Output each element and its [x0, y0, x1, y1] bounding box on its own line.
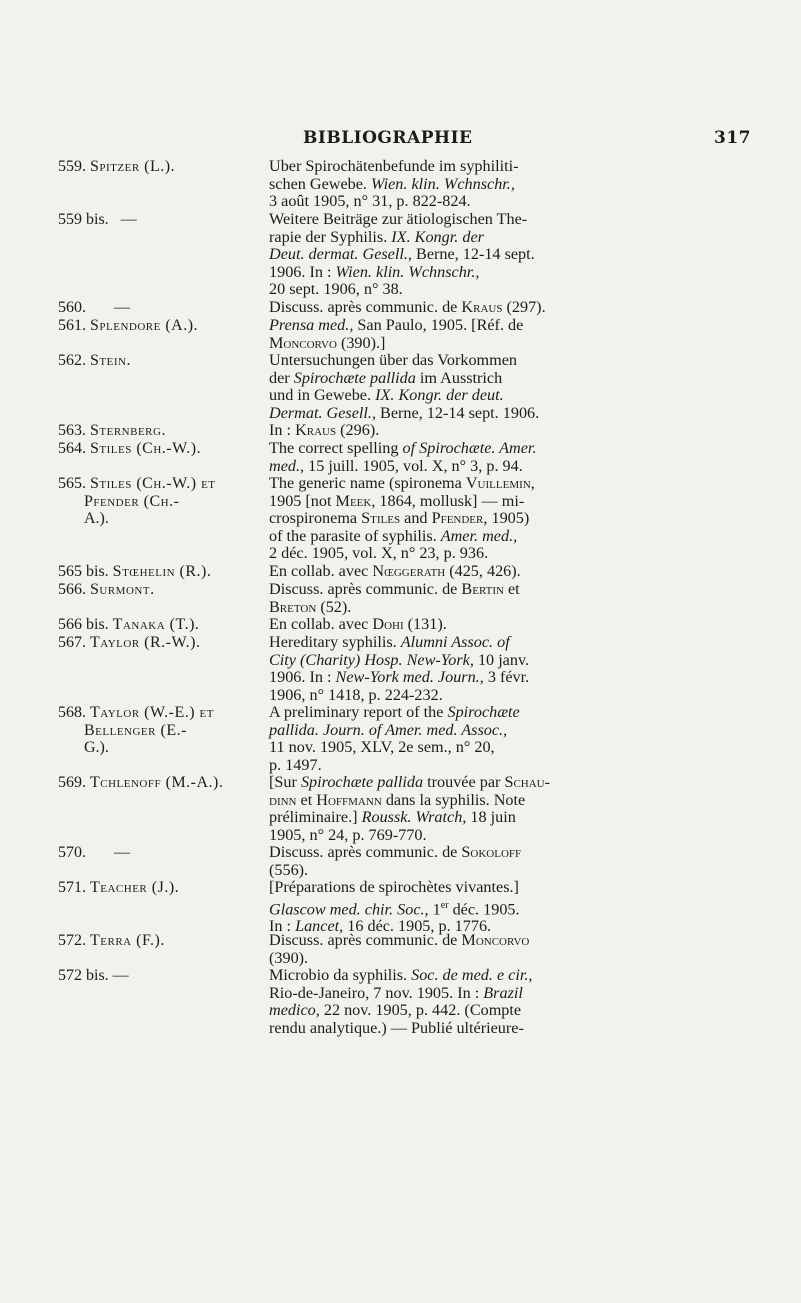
entry-line: The generic name (spironema Vuillemin, [269, 474, 535, 492]
entry-author-cont: A.). [84, 510, 109, 527]
entry-line: [Sur Spirochæte pallida trouvée par Schau- [269, 773, 551, 791]
entry-number: 560. [58, 299, 86, 316]
entry-line: crospironema Stiles and Pfender, 1905) [269, 509, 530, 527]
entry-author-cont: Bellenger (E.- [84, 721, 187, 739]
entry-line: 1906. In : New-York med. Journ., 3 févr. [269, 668, 530, 686]
entry-number: 566. [58, 581, 86, 598]
entry-line: 2 déc. 1905, vol. X, n° 23, p. 936. [269, 544, 489, 562]
entry-line: schen Gewebe. Wien. klin. Wchnschr., [269, 174, 515, 193]
entry-number: 570. [58, 844, 86, 861]
entry-author: Teacher (J.). [90, 879, 180, 896]
entry-author: Terra (F.). [90, 932, 165, 949]
entry-author: — [112, 967, 129, 984]
entry-author: Stiles (Ch.-W.) et [90, 475, 216, 492]
entry-line: Moncorvo (390).] [269, 333, 386, 352]
entry-line: Discuss. après communic. de Moncorvo [269, 931, 530, 949]
entry-line: Uber Spirochätenbefunde im syphiliti- [269, 157, 519, 175]
page-number: 317 [714, 128, 751, 148]
entry-line: In : Kraus (296). [269, 421, 380, 439]
entry-number: 565. [58, 475, 86, 492]
entry-author: Surmont. [90, 581, 155, 598]
entry-line: The correct spelling of Spirochæte. Amer. [269, 439, 537, 457]
page-header [0, 128, 801, 152]
entry-line: Discuss. après communic. de Bertin et [269, 580, 520, 598]
entry-line: Breton (52). [269, 597, 352, 616]
entry-line: und in Gewebe. IX. Kongr. der deut. [269, 386, 504, 404]
entry-line: medico, 22 nov. 1905, p. 442. (Compte [269, 1001, 522, 1019]
entry-line: pallida. Journ. of Amer. med. Assoc., [269, 720, 508, 739]
entry-author: — [114, 299, 130, 316]
entry-number: 567. [58, 634, 86, 651]
entry-line: Dermat. Gesell., Berne, 12-14 sept. 1906. [269, 403, 540, 422]
entry-number: 561. [58, 317, 86, 334]
entry-line: (390). [269, 948, 309, 967]
entry-line: City (Charity) Hosp. New-York, 10 janv. [269, 650, 530, 669]
entry-author: Taylor (R.-W.). [90, 634, 201, 651]
entry-number: 566 bis. [58, 616, 109, 633]
entry-author: Tchlenoff (M.-A.). [90, 774, 224, 791]
entry-number: 572. [58, 932, 86, 949]
entry-number: 563. [58, 422, 86, 439]
entry-line: dinn et Hoffmann dans la syphilis. Note [269, 790, 526, 809]
entry-line: 1906, n° 1418, p. 224-232. [269, 685, 443, 704]
entry-line: (556). [269, 860, 309, 879]
entry-line: En collab. avec Dohi (131). [269, 615, 447, 633]
entry-line: 1905, n° 24, p. 769-770. [269, 825, 427, 844]
entry-number: 568. [58, 704, 86, 721]
entry-line: Rio-de-Janeiro, 7 nov. 1905. In : Brazil [269, 983, 523, 1002]
entry-line: rapie der Syphilis. IX. Kongr. der [269, 227, 484, 246]
entry-author: Sternberg. [90, 422, 166, 439]
entry-number: 562. [58, 352, 86, 369]
entry-line: 3 août 1905, n° 31, p. 822-824. [269, 192, 471, 210]
entry-line: der Spirochæte pallida im Ausstrich [269, 368, 503, 387]
entry-line: of the parasite of syphilis. Amer. med., [269, 526, 518, 545]
entry-author: Spitzer (L.). [90, 158, 176, 175]
entry-line: Weitere Beiträge zur ätiologischen The- [269, 210, 528, 228]
entry-author-cont: Pfender (Ch.- [84, 492, 180, 510]
entry-line: En collab. avec Nœggerath (425, 426). [269, 562, 521, 580]
entry-line: 11 nov. 1905, XLV, 2e sem., n° 20, [269, 738, 495, 756]
entry-author: — [114, 844, 130, 861]
entry-line: [Préparations de spirochètes vivantes.] [269, 878, 519, 896]
entry-line: Discuss. après communic. de Kraus (297). [269, 298, 546, 316]
entry-author: Stiles (Ch.-W.). [90, 440, 202, 457]
entry-number: 565 bis. [58, 563, 109, 580]
entry-line: Glascow med. chir. Soc., 1er déc. 1905. [269, 899, 520, 918]
entry-line: In : Lancet, 16 déc. 1905, p. 1776. [269, 917, 492, 936]
entry-line: med., 15 juill. 1905, vol. X, n° 3, p. 94. [269, 456, 523, 475]
entry-line: A preliminary report of the Spirochæte [269, 703, 520, 721]
running-title: BIBLIOGRAPHIE [303, 128, 473, 148]
entry-line: rendu analytique.) — Publié ultérieure- [269, 1018, 524, 1037]
entry-author: Taylor (W.-E.) et [90, 704, 214, 721]
entry-author: Stein. [90, 352, 131, 369]
entry-line: Discuss. après communic. de Sokoloff [269, 843, 522, 861]
entry-line: Deut. dermat. Gesell., Berne, 12-14 sept. [269, 245, 535, 263]
entry-line: Microbio da syphilis. Soc. de med. e cir., [269, 966, 533, 984]
entry-number: 569. [58, 774, 86, 791]
entry-author: Tanaka (T.). [112, 616, 200, 633]
entry-number: 559. [58, 158, 86, 175]
entry-line: préliminaire.] Roussk. Wratch, 18 juin [269, 808, 516, 826]
entry-author-cont: G.). [84, 739, 109, 756]
entry-number: 571. [58, 879, 86, 896]
entry-line: 1905 [not Meek, 1864, mollusk] — mi- [269, 491, 525, 510]
entry-author: Splendore (A.). [90, 317, 199, 334]
entry-line: Hereditary syphilis. Alumni Assoc. of [269, 633, 510, 651]
entry-line: Prensa med., San Paulo, 1905. [Réf. de [269, 316, 524, 334]
entry-number: 564. [58, 440, 86, 457]
entry-line: 1906. In : Wien. klin. Wchnschr., [269, 262, 480, 281]
entry-author: Stœhelin (R.). [112, 563, 212, 580]
entry-number: 572 bis. [58, 967, 109, 984]
entry-author: — [120, 211, 137, 228]
entry-line: p. 1497. [269, 755, 322, 774]
entry-number: 559 bis. [58, 211, 109, 228]
entry-line: 20 sept. 1906, n° 38. [269, 280, 403, 298]
entry-line: Untersuchungen über das Vorkommen [269, 351, 518, 369]
